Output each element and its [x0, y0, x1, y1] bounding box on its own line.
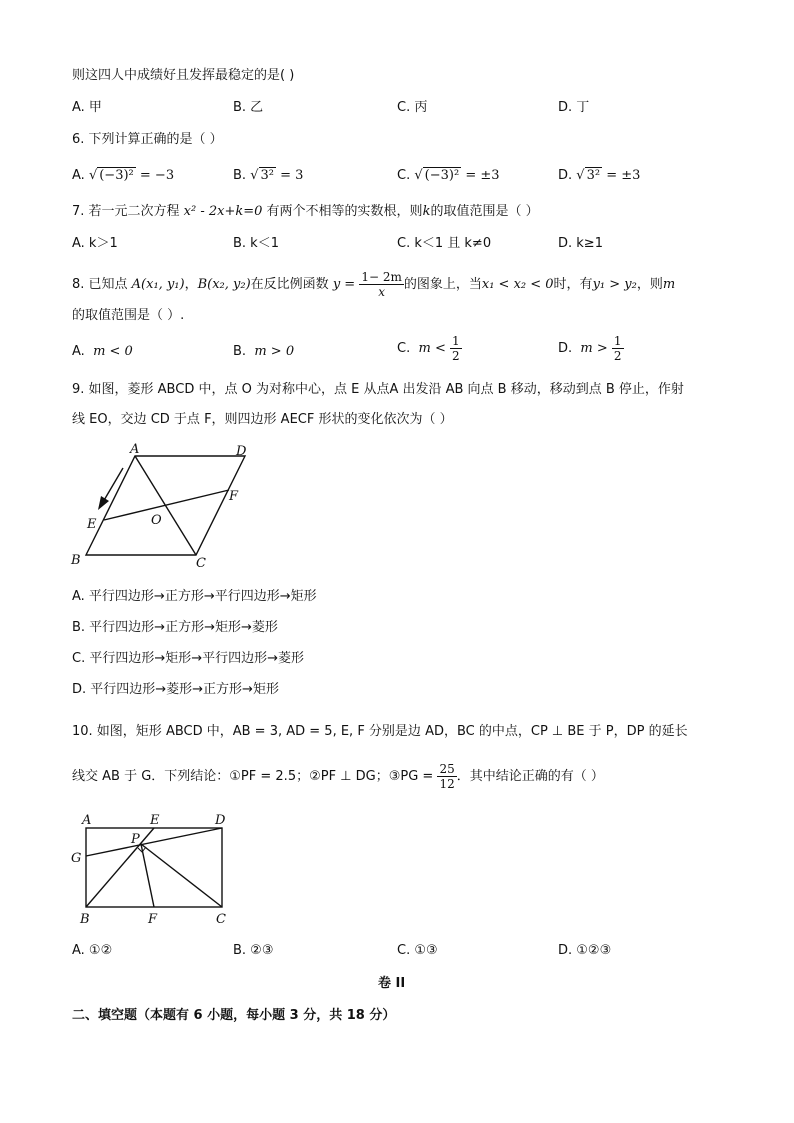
q6-option-c: [397, 167, 500, 185]
q10-option-c: C. ①③: [397, 943, 438, 958]
q9-line2: 线 EO，交边 CD 于点 F，则四边形 AECF 形状的变化依次为（ ）: [72, 412, 453, 427]
q8-tail: ，则: [636, 277, 663, 292]
q10-option-d: D. ①②③: [558, 943, 612, 958]
q8-func-num: 1− 2m: [361, 270, 402, 284]
q9-label-e: E: [87, 517, 97, 532]
q7-prefix: 7. 若一元二次方程: [72, 204, 184, 219]
q8-cond2: y₁ > y₂: [592, 277, 637, 292]
q7-option-d: D. k≥1: [558, 236, 603, 251]
q10-label-e: E: [150, 813, 160, 828]
q8-func-lhs: y =: [332, 277, 356, 292]
q6-b-sqrt: √ 3²: [250, 168, 274, 183]
q8-prefix: 8. 已知点: [72, 277, 132, 292]
q6-b-radicand: 3²: [260, 168, 274, 183]
q9-option-c: C. 平行四边形→矩形→平行四边形→菱形: [72, 651, 305, 666]
section-title: 卷 II: [378, 976, 406, 991]
q8-cond1: x₁ < x₂ < 0: [481, 277, 554, 292]
q8-c-label: C.: [397, 341, 411, 356]
q6-c-radicand: (−3)²: [424, 168, 460, 183]
q10-line2-prefix: 线交 AB 于 G．下列结论：①PF = 2.5；②PF ⊥ DG；③PG =: [72, 769, 434, 784]
q9-option-d: D. 平行四边形→菱形→正方形→矩形: [72, 682, 279, 697]
q10-option-a: A. ①②: [72, 943, 113, 958]
q5-stem: 则这四人中成绩好且发挥最稳定的是( ): [72, 68, 295, 83]
q9-label-a: A: [130, 442, 140, 457]
q6-b-rhs: = 3: [280, 168, 304, 183]
q10-rectangle-figure: [68, 810, 238, 930]
q6-d-sqrt: √ 3²: [576, 168, 601, 183]
q6-option-b: [233, 167, 303, 185]
q10-frac-num: 25: [439, 762, 455, 776]
q9-line-ef: [104, 490, 229, 520]
q10-line2: [72, 760, 604, 794]
q10-line-pc: [141, 844, 222, 907]
q10-line-be: [86, 828, 154, 907]
q10-line2-suffix: ．其中结论正确的有（ ）: [456, 769, 604, 784]
q9-label-c: C: [196, 556, 206, 571]
q6-d-radicand: 3²: [586, 168, 601, 183]
q6-a-sqrt: √ (−3)²: [88, 168, 134, 183]
q6-stem: 6. 下列计算正确的是（ ）: [72, 132, 223, 147]
q10-label-d: D: [215, 813, 226, 828]
q7-var: k: [422, 204, 431, 219]
q10-label-a: A: [82, 813, 92, 828]
q5-option-a: A. 甲: [72, 100, 102, 115]
q8-c-expr: m <: [418, 341, 446, 356]
q8-a-label: A.: [72, 344, 85, 359]
q8-a-expr: m < 0: [93, 344, 133, 359]
q8-d-expr: m >: [580, 341, 608, 356]
q5-option-b: B. 乙: [233, 100, 264, 115]
q6-d-label: D.: [558, 168, 573, 183]
q6-option-a: [72, 167, 174, 185]
q7-option-c: C. k＜1 且 k≠0: [397, 236, 492, 251]
q8-sep: ，: [184, 277, 198, 292]
q8-middle: 在反比例函数: [250, 277, 329, 292]
part2-heading: 二、填空题（本题有 6 小题，每小题 3 分，共 18 分）: [72, 1008, 396, 1023]
q8-option-d: [558, 334, 624, 363]
q6-d-rhs: = ±3: [606, 168, 641, 183]
q7-option-b: B. k＜1: [233, 236, 279, 251]
q6-option-d: [558, 167, 640, 185]
q10-rectangle: [86, 828, 222, 907]
q5-option-c: C. 丙: [397, 100, 428, 115]
q7-stem: [72, 203, 539, 221]
q6-c-sqrt: √ (−3)²: [414, 168, 460, 183]
q10-label-f: F: [148, 912, 158, 927]
q10-label-b: B: [80, 912, 90, 927]
q9-label-d: D: [236, 444, 247, 459]
q7-option-a: A. k＞1: [72, 236, 118, 251]
q9-label-o: O: [151, 513, 162, 528]
q8-var: m: [662, 277, 676, 292]
q9-option-a: A. 平行四边形→正方形→平行四边形→矩形: [72, 589, 317, 604]
q8-c-den: 2: [451, 349, 460, 363]
q8-point-a: A(x₁, y₁): [131, 277, 185, 292]
q10-label-p: P: [131, 832, 140, 847]
q9-label-b: B: [71, 553, 81, 568]
q10-label-c: C: [216, 912, 226, 927]
q6-a-radicand: (−3)²: [99, 168, 134, 183]
q6-a-label: A.: [72, 168, 85, 183]
q8-c-fraction: [450, 334, 462, 363]
q9-label-f: F: [229, 489, 239, 504]
q5-option-d: D. 丁: [558, 100, 590, 115]
q9-line1: 9. 如图，菱形 ABCD 中，点 O 为对称中心，点 E 从点A 出发沿 AB 向点 B 移动，移动到点 B 停止，作射: [72, 382, 684, 397]
q10-line1: 10. 如图，矩形 ABCD 中，AB = 3, AD = 5, E, F 分别是边 AD，BC 的中点，CP ⊥ BE 于 P，DP 的延长: [72, 724, 688, 739]
q7-suffix: 的取值范围是（ ）: [430, 204, 539, 219]
q8-stem: [72, 270, 675, 299]
q8-c-num: 1: [451, 334, 460, 348]
q8-b-label: B.: [233, 344, 247, 359]
q8-option-a: [72, 343, 133, 361]
q9-rhombus-figure: [70, 440, 260, 572]
q8-func-fraction: [359, 270, 404, 299]
q8-d-label: D.: [558, 341, 573, 356]
q10-option-b: B. ②③: [233, 943, 274, 958]
q9-option-b: B. 平行四边形→正方形→矩形→菱形: [72, 620, 278, 635]
q10-line-gd: [86, 828, 222, 856]
q9-arrow-head-icon: [98, 496, 109, 510]
q8-option-b: [233, 343, 294, 361]
q8-after-cond: 时，有: [553, 277, 593, 292]
q8-line2: 的取值范围是（ ）.: [72, 308, 185, 323]
q10-frac-den: 12: [439, 777, 455, 791]
q6-b-label: B.: [233, 168, 247, 183]
q6-a-rhs: = −3: [139, 168, 175, 183]
q8-d-num: 1: [613, 334, 622, 348]
q7-middle: 有两个不相等的实数根，则: [262, 204, 423, 219]
q8-d-fraction: [612, 334, 624, 363]
q10-label-g: G: [71, 851, 82, 866]
q8-func-den: x: [378, 285, 385, 299]
q8-d-den: 2: [613, 349, 622, 363]
q8-option-c: [397, 334, 462, 363]
q8-b-expr: m > 0: [254, 344, 295, 359]
q8-after-func: 的图象上，当: [403, 277, 482, 292]
q6-c-label: C.: [397, 168, 411, 183]
q6-c-rhs: = ±3: [465, 168, 500, 183]
q7-equation: x² - 2x+k=0: [183, 204, 263, 219]
q8-point-b: B(x₂, y₂): [197, 277, 251, 292]
q10-fraction: [437, 762, 456, 791]
